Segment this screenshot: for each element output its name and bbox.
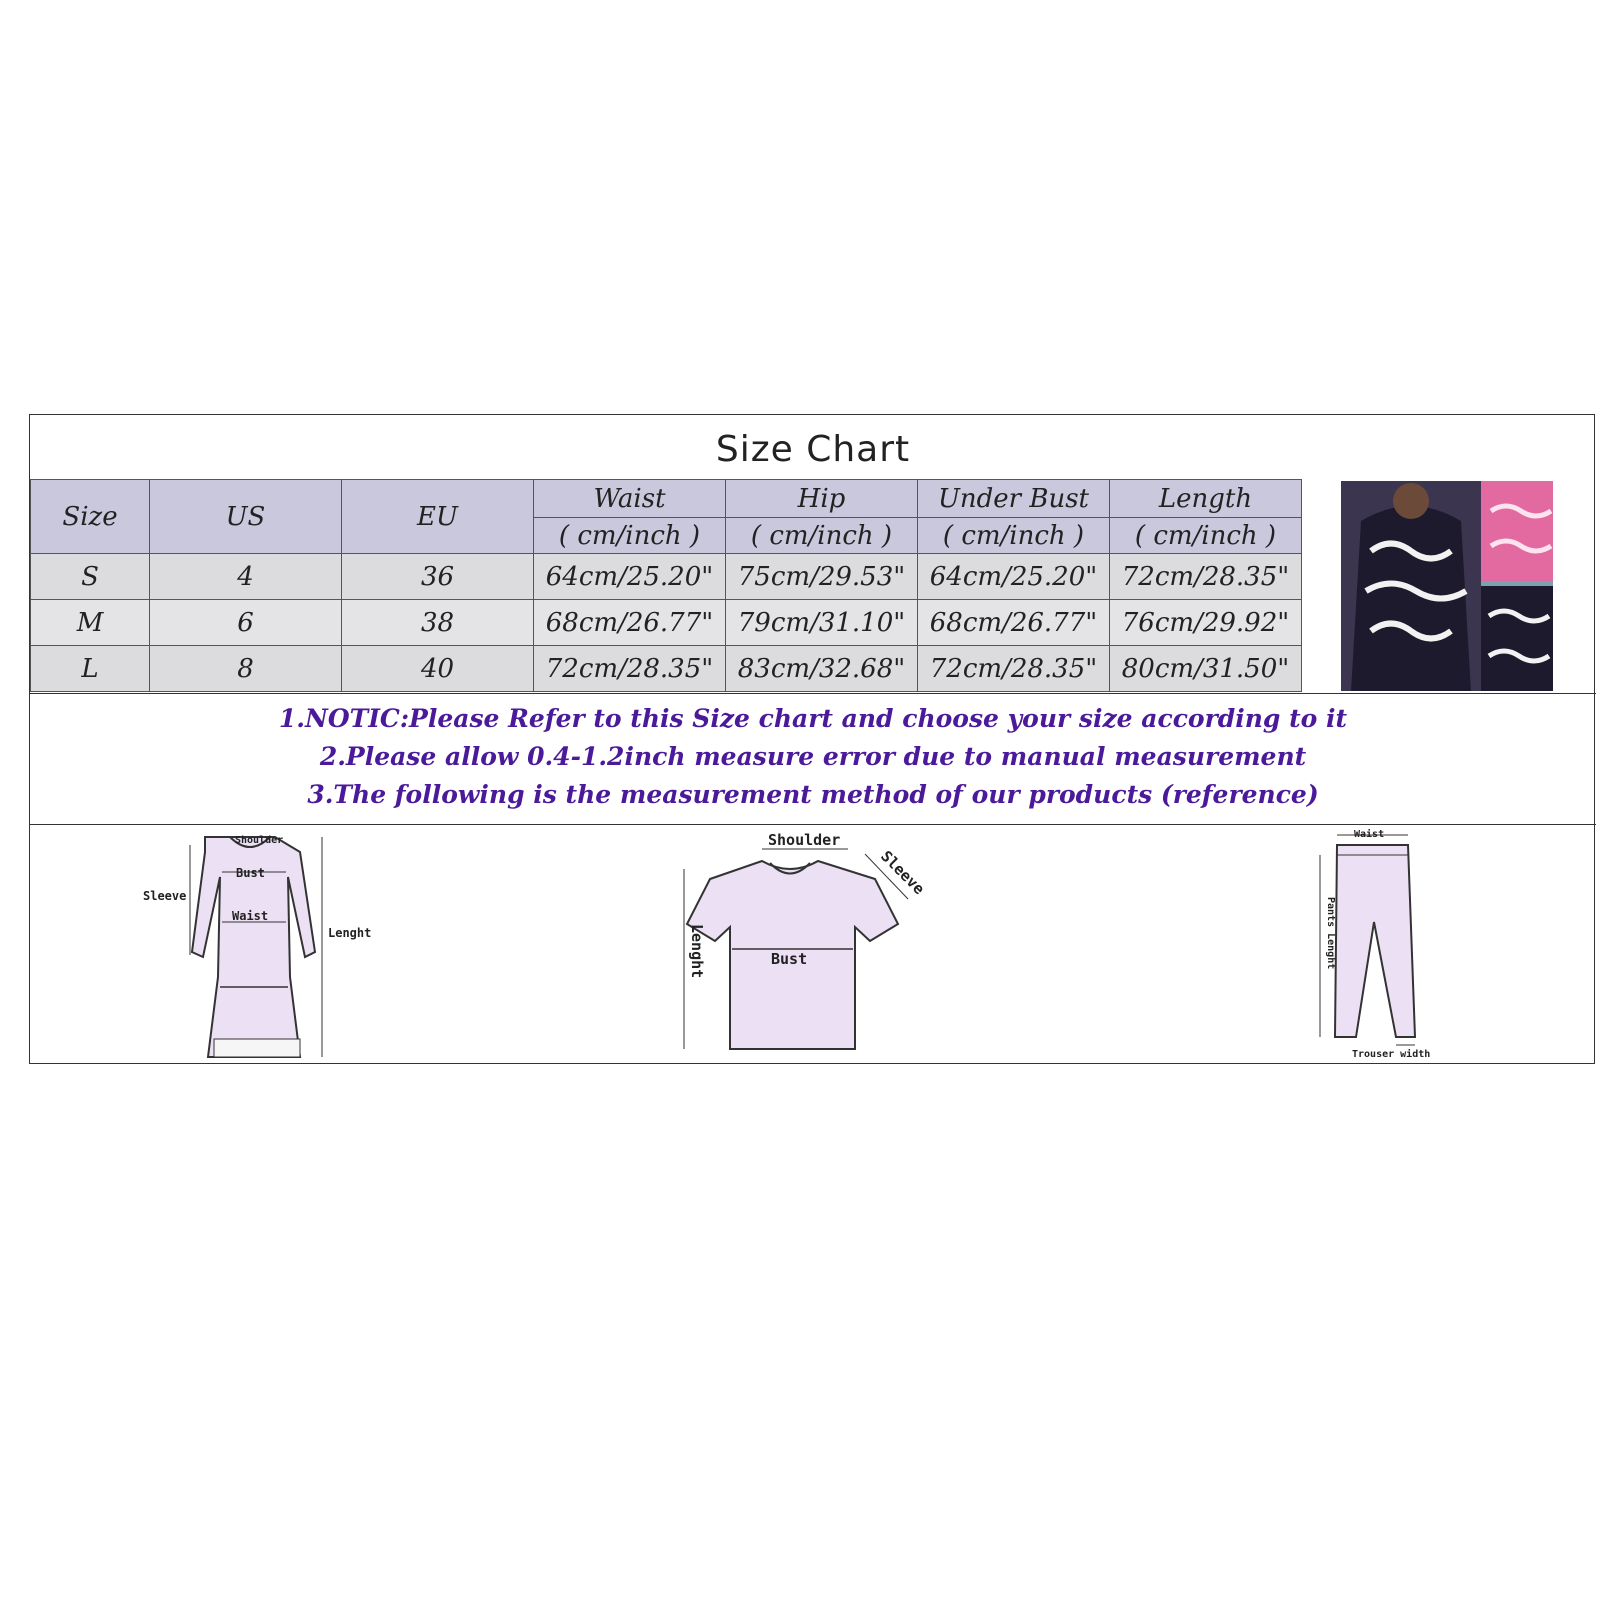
cell-eu: 36 (342, 554, 534, 600)
tshirt-length-label: Lenght (688, 924, 706, 979)
cell-under-bust: 68cm/26.77" (918, 600, 1110, 646)
cell-hip: 79cm/31.10" (726, 600, 918, 646)
notes-section (30, 693, 1596, 825)
cell-length: 80cm/31.50" (1110, 646, 1302, 692)
tshirt-diagram (670, 829, 960, 1061)
cell-waist: 64cm/25.20" (534, 554, 726, 600)
measurement-diagrams (30, 825, 1596, 1065)
cell-waist: 72cm/28.35" (534, 646, 726, 692)
unit-label: ( cm/inch ) (726, 518, 918, 554)
unit-label: ( cm/inch ) (1110, 518, 1302, 554)
cell-us: 8 (150, 646, 342, 692)
size-chart-frame (29, 414, 1595, 1064)
dress-waist-label: Waist (232, 909, 269, 923)
tshirt-shoulder-label: Shoulder (768, 831, 841, 849)
dress-shoulder-label: Shoulder (235, 835, 284, 846)
cell-size: M (31, 600, 150, 646)
header-under-bust: Under Bust (918, 480, 1110, 518)
unit-label: ( cm/inch ) (534, 518, 726, 554)
header-length: Length (1110, 480, 1302, 518)
pants-length-label: Pants Lenght (1325, 897, 1336, 970)
note-line: 1.NOTIC:Please Refer to this Size chart and choose your size according to it (278, 704, 1348, 733)
header-size: Size (31, 480, 150, 554)
tshirt-sleeve-label: Sleeve (877, 847, 929, 899)
pants-waist-label: Waist (1354, 829, 1385, 840)
cell-us: 6 (150, 600, 342, 646)
cell-hip: 83cm/32.68" (726, 646, 918, 692)
header-us: US (150, 480, 342, 554)
note-line: 3.The following is the measurement method of our products (reference) (307, 780, 1319, 809)
dress-bust-label: Bust (236, 866, 265, 880)
cell-eu: 38 (342, 600, 534, 646)
cell-under-bust: 72cm/28.35" (918, 646, 1110, 692)
header-eu: EU (342, 480, 534, 554)
pants-diagram (1310, 827, 1470, 1063)
note-line: 2.Please allow 0.4-1.2inch measure error due to manual measurement (319, 742, 1307, 771)
product-photo (1341, 481, 1553, 691)
cell-length: 76cm/29.92" (1110, 600, 1302, 646)
cell-waist: 68cm/26.77" (534, 600, 726, 646)
size-table (30, 479, 1302, 692)
cell-length: 72cm/28.35" (1110, 554, 1302, 600)
dress-sleeve-label: Sleeve (143, 889, 187, 903)
cell-us: 4 (150, 554, 342, 600)
cell-eu: 40 (342, 646, 534, 692)
unit-label: ( cm/inch ) (918, 518, 1110, 554)
page-title: Size Chart (715, 429, 911, 470)
dress-diagram (140, 827, 400, 1063)
dress-length-label: Lenght (328, 926, 372, 940)
cell-hip: 75cm/29.53" (726, 554, 918, 600)
table-row (31, 646, 1302, 692)
header-waist: Waist (534, 480, 726, 518)
cell-under-bust: 64cm/25.20" (918, 554, 1110, 600)
table-row (31, 554, 1302, 600)
cell-size: S (31, 554, 150, 600)
table-row (31, 600, 1302, 646)
cell-size: L (31, 646, 150, 692)
header-hip: Hip (726, 480, 918, 518)
trouser-width-label: Trouser width (1352, 1049, 1431, 1060)
tshirt-bust-label: Bust (771, 950, 808, 968)
